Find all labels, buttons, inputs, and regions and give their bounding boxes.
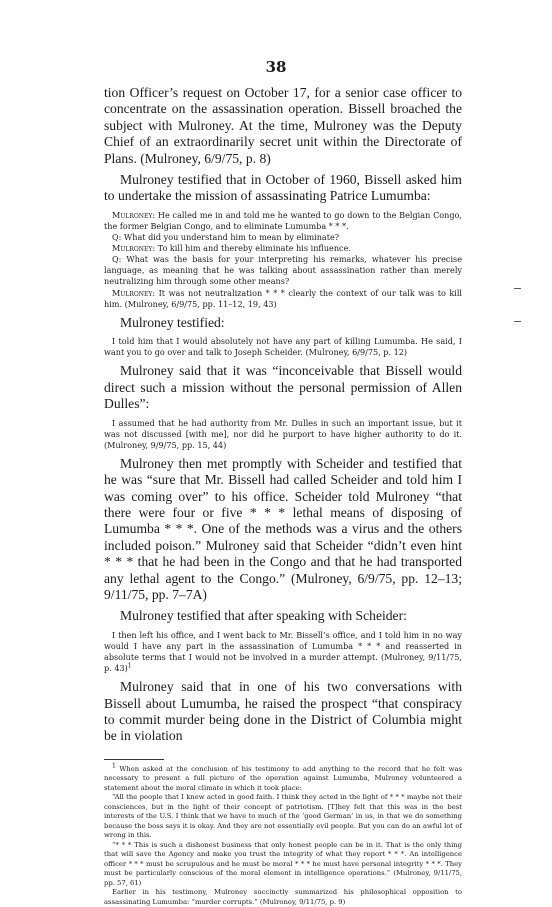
question-line: Q: What was the basis for your interpreting his remarks, whatever his precise language, as meaning that he was talking about assassination rather than merely neutralizing him through some other means? [104,254,462,287]
speaker-label: Mulroney: [112,243,156,254]
paragraph: Mulroney said that in one of his two conversations with Bissell about Lumumba, he raised the prospect “that conspiracy to commit murder being done in the District of Columbia might be in violation [104,679,462,744]
speaker-label: Mulroney: [112,287,156,298]
margin-mark [514,321,521,322]
footnote-ref[interactable]: 1 [127,662,132,670]
speaker-label: Mulroney: [112,209,156,220]
footnote-text: Earlier in his testimony, Mulroney succinctly summarized his philosophical opposition to assassinating Lumumba: “murder corrupts.” (Mulroney, 9/11/75, p. 9) [104,888,462,906]
paragraph: Mulroney testified that after speaking with Scheider: [120,608,407,624]
footnote-text: When asked at the conclusion of his testimony to add anything to the record that he felt was necessary to present a full picture of the operation against Lumumba, Mulroney volunteered a statement about the moral climate in which it took place: [104,764,462,792]
paragraph: Mulroney testified: [120,314,225,330]
quote-text: I told him that I would absolutely not have any part of killing Lumumba. He said, I want you to go over and talk to Joseph Scheider. (Mulroney, 6/9/75, p. 12) [104,336,462,358]
page-number: 38 [265,58,287,76]
paragraph: Mulroney then met promptly with Scheider and testified that he was “sure that Mr. Bissell had called Scheider and told him I was coming over” to his office. Scheider told Mulroney “that there were four or five * * * lethal means of disposing of Lumumba * * *. One of the methods was a virus and the others included poison.” Mulroney said that Scheider “didn’t even hint * * * that he had been in the Congo and that he had transported any lethal agent to the Congo.” (Mulroney, 6/9/75, pp. 12–13; 9/11/75, pp. 7–7A) [104,455,462,603]
quote-text: To kill him and thereby eliminate his influence. [157,243,351,254]
block-quote [104,336,462,358]
block-quote [104,630,462,674]
quote-text: I assumed that he had authority from Mr. Dulles in such an important issue, but it was not discussed [with me], nor did he purport to have higher authority to do it. (Mulroney, 9/9/75, pp. 15, 44) [104,417,462,450]
footnote-divider [104,759,164,760]
paragraph: tion Officer’s request on October 17, for a senior case officer to concentrate on the assassination operation. Bissell broached the subject with Mulroney. At the time, Mulroney was the Deputy Chief of an extraordinarily secret unit within the Directorate of Plans. (Mulroney, 6/9/75, p. 8) [104,85,462,166]
footnote-text: “All the people that I knew acted in good faith. I think they acted in the light of * * * maybe not their consciences, but in the light of their concept of patriotism. [T]hey felt that this was in the best interests of the U.S. I think that we have to much of the ‘good German’ in us, in that we do something because the boss says it is okay. And they are not essentially evil people. But you can do an awful lot of wrong in this. [104,793,462,840]
testimony-excerpt [104,210,462,310]
quote-text: He called me in and told me he wanted to go down to the Belgian Congo, the former Belgian Congo, and to eliminate Lumumba * * *. [104,209,462,231]
footnotes [104,762,462,907]
question-line: Q: What did you understand him to mean by eliminate? [112,232,340,243]
quote-text: It was not neutralization * * * clearly the context of our talk was to kill him. (Mulroney, 6/9/75, pp. 11–12, 19, 43) [104,287,462,309]
footnote-number: 1 [112,762,116,770]
paragraph: Mulroney said that it was “inconceivable that Bissell would direct such a mission without the personal permission of Allen Dulles”: [104,363,462,412]
margin-mark [514,288,521,289]
paragraph: Mulroney testified that in October of 1960, Bissell asked him to undertake the mission of assassinating Patrice Lumumba: [104,172,462,204]
block-quote [104,418,462,451]
footnote-text: “* * * This is such a dishonest business that only honest people can be in it. That is the only thing that will save the Agency and make you trust the integrity of what they report * * *. An intelligence officer * * * must be scrupulous and he must be moral * * * he must have personal integrity * * *. They must be particularly conscious of the moral element in intelligence operations.” (Mulroney, 9/11/75, pp. 57, 61) [104,840,462,887]
quote-text: I then left his office, and I went back to Mr. Bissell’s office, and I told him in no way would I have any part in the assassination of Lumumba * * * and reasserted in absolute terms that I would not be involved in a murder attempt. (Mulroney, 9/11/75, p. 43) [104,629,462,674]
main-text [104,85,462,907]
